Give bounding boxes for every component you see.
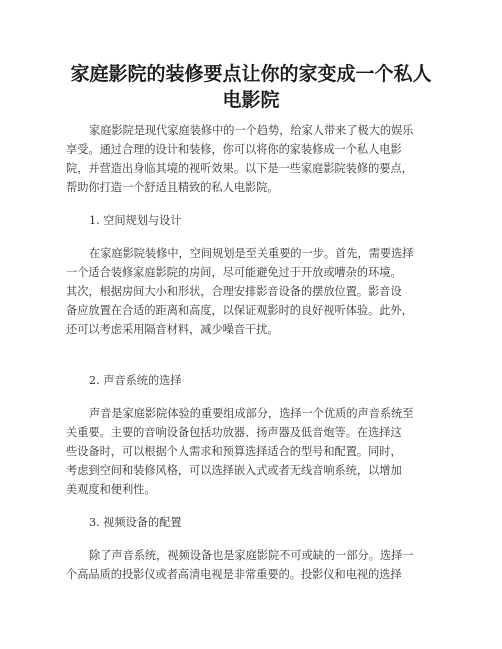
document-title-line-2: 电影院 — [222, 89, 280, 111]
section-2-line-1: 声音是家庭影院体验的重要组成部分，选择一个优质的声音系统至 — [89, 407, 414, 420]
document-title-line-1: 家庭影院的装修要点让你的家变成一个私人 — [70, 63, 432, 85]
intro-line-4: 帮助你打造一个舒适且精致的私人电影院。 — [66, 181, 279, 194]
section-1-heading: 1. 空间规划与设计 — [89, 214, 182, 227]
section-2-line-2: 关重要。主要的音响设备包括功放器、扬声器及低音炮等。在选择这 — [66, 426, 402, 439]
section-2-line-5: 美观度和便利性。 — [66, 483, 156, 496]
intro-line-3: 院，并营造出身临其境的视听效果。以下是一些家庭影院装修的要点， — [66, 162, 413, 175]
section-3-heading: 3. 视频设备的配置 — [89, 516, 182, 529]
section-3-line-2: 个高品质的投影仪或者高清电视是非常重要的。投影仪和电视的选择 — [66, 568, 402, 581]
intro-line-2: 享受。通过合理的设计和装修，你可以将你的家装修成一个私人电影 — [66, 143, 402, 156]
intro-line-1: 家庭影院是现代家庭装修中的一个趋势，给家人带来了极大的娱乐 — [89, 124, 414, 137]
section-2-line-3: 些设备时，可以根据个人需求和预算选择适合的型号和配置。同时， — [66, 445, 402, 458]
section-1-line-4: 备应放置在合适的距离和高度，以保证观影时的良好视听体验。此外， — [66, 304, 413, 317]
section-1-line-2: 一个适合装修家庭影院的房间，尽可能避免过于开放或嘈杂的环境。 — [66, 266, 402, 279]
section-1-line-3: 其次，根据房间大小和形状，合理安排影音设备的摆放位置。影音设 — [66, 285, 402, 298]
section-1-line-5: 还可以考虑采用隔音材料，减少噪音干扰。 — [66, 323, 279, 336]
section-3-line-1: 除了声音系统，视频设备也是家庭影院不可或缺的一部分。选择一 — [89, 549, 414, 562]
section-1-line-1: 在家庭影院装修中，空间规划是至关重要的一步。首先，需要选择 — [89, 247, 414, 260]
section-2-heading: 2. 声音系统的选择 — [89, 374, 182, 387]
section-2-line-4: 考虑到空间和装修风格，可以选择嵌入式或者无线音响系统，以增加 — [66, 464, 402, 477]
